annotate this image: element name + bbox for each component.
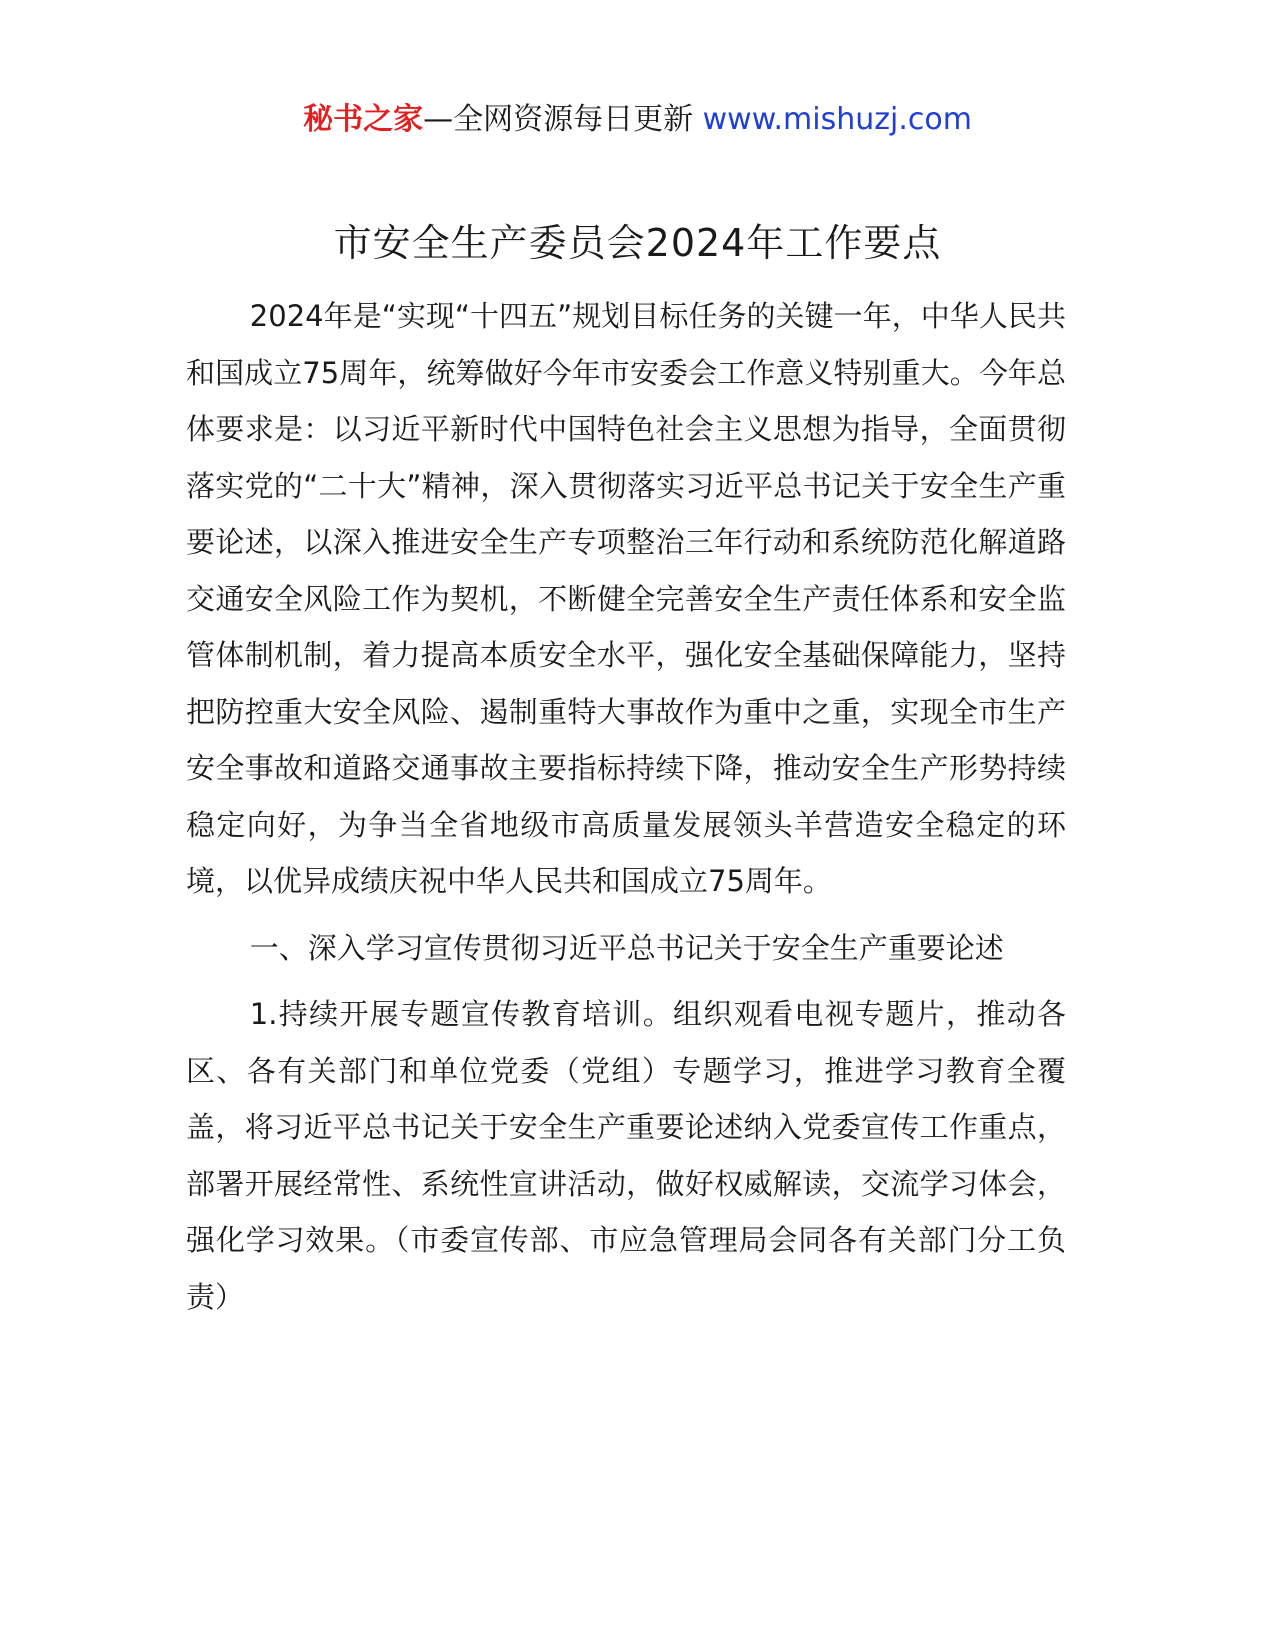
section-heading-1: 一、深入学习宣传贯彻习近平总书记关于安全生产重要论述 xyxy=(249,930,1004,965)
item-paragraph-1: 1.持续开展专题宣传教育培训。组织观看电视专题片，推动各区、各有关部门和单位党委（党组）专题学习，推进学习教育全覆盖，将习近平总书记关于安全生产重要论述纳入党委宣传工作重点，部署开展经常性、系统性宣讲活动，做好权威解读，交流学习体会，强化学习效果。（市委宣传部、市应急管理局会同各有关部门分工负责） xyxy=(186,997,1066,1314)
site-url-link[interactable]: www.mishuzj.com xyxy=(702,102,972,137)
intro-paragraph: 2024年是“实现“十四五”规划目标任务的关键一年，中华人民共和国成立75周年，统筹做好今年市安委会工作意义特别重大。今年总体要求是：以习近平新时代中国特色社会主义思想为指导，全面贯彻落实党的“二十大”精神，深入贯彻落实习近平总书记关于安全生产重要论述，以深入推进安全生产专项整治三年行动和系统防范化解道路交通安全风险工作为契机，不断健全完善安全生产责任体系和安全监管体制机制，着力提高本质安全水平，强化安全基础保障能力，坚持把防控重大安全风险、遏制重特大事故作为重中之重，实现全市生产安全事故和道路交通事故主要指标持续下降，推动安全生产形势持续稳定向好，为争当全省地级市高质量发展领头羊营造安全稳定的环境，以优异成绩庆祝中华人民共和国成立75周年。 xyxy=(186,299,1066,898)
site-tagline: —全网资源每日更新 xyxy=(423,102,703,137)
document-body xyxy=(186,288,1066,1325)
document-title: 市安全生产委员会2024年工作要点 xyxy=(333,221,942,265)
site-brand: 秘书之家 xyxy=(303,102,424,137)
site-header xyxy=(0,100,1275,140)
